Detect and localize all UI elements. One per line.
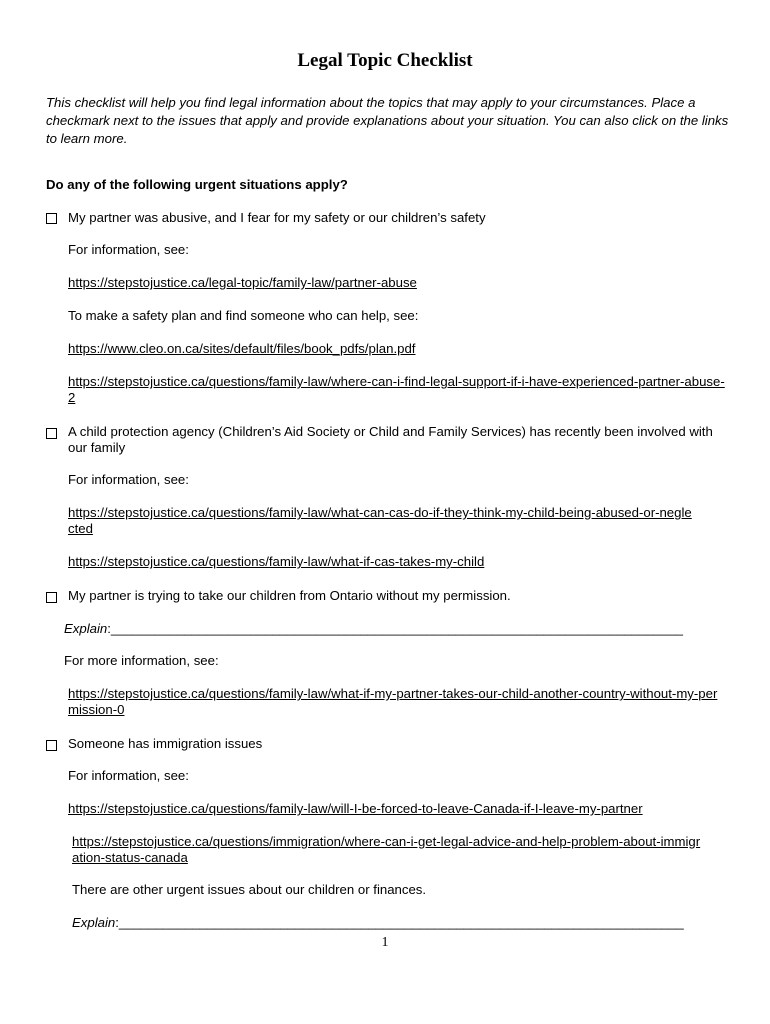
link-legal-support-abuse[interactable]: https://stepstojustice.ca/questions/family-law/where-can-i-find-legal-support-if-i-have-experienced-partner-abuse-2 (68, 374, 725, 405)
link-safety-plan-pdf[interactable]: https://www.cleo.on.ca/sites/default/files/book_pdfs/plan.pdf (68, 341, 416, 356)
page-title: Legal Topic Checklist (297, 50, 473, 71)
explain-label: Explain (64, 621, 108, 636)
item-label-partner-abuse: My partner was abusive, and I fear for my safety or our children’s safety (68, 210, 486, 225)
link-cas-takes-child[interactable]: https://stepstojustice.ca/questions/family-law/what-if-cas-takes-my-child (68, 554, 485, 569)
safety-plan-label: To make a safety plan and find someone who can help, see: (68, 308, 419, 323)
explain-blank[interactable]: :_____________________________________________________________________________ (115, 915, 684, 930)
item-label-child-protection: A child protection agency (Children’s Aid Society or Child and Family Services) has recently been involved with our family (68, 424, 713, 455)
link-partner-abuse[interactable]: https://stepstojustice.ca/legal-topic/family-law/partner-abuse (68, 275, 417, 290)
checkbox-child-abduction[interactable] (46, 592, 57, 603)
other-urgent-text: There are other urgent issues about our children or finances. (72, 882, 427, 897)
link-child-another-country[interactable]: https://stepstojustice.ca/questions/family-law/what-if-my-partner-takes-our-child-another-country-without-my-permission-0 (68, 686, 718, 717)
checkbox-immigration[interactable] (46, 740, 57, 751)
link-cas-abuse[interactable]: https://stepstojustice.ca/questions/family-law/what-can-cas-do-if-they-think-my-child-being-abused-or-neglected (68, 505, 692, 536)
item-label-immigration: Someone has immigration issues (68, 736, 263, 751)
intro-paragraph: This checklist will help you find legal information about the topics that may apply to your circumstances. Place a checkmark next to the issues that apply and provide explanations about your situation. You can also click on the links to learn more. (46, 95, 729, 146)
section-heading: Do any of the following urgent situations apply? (46, 177, 348, 192)
explain-label: Explain (72, 915, 116, 930)
info-label: For information, see: (68, 472, 189, 487)
info-label: For information, see: (68, 768, 189, 783)
info-label: For more information, see: (64, 653, 219, 668)
explain-blank[interactable]: :______________________________________________________________________________ (107, 621, 684, 636)
info-label: For information, see: (68, 242, 189, 257)
link-immigration-status[interactable]: https://stepstojustice.ca/questions/immigration/where-can-i-get-legal-advice-and-help-problem-about-immigration-status-canada (72, 834, 701, 865)
checkbox-partner-abuse[interactable] (46, 213, 57, 224)
item-label-child-abduction: My partner is trying to take our children from Ontario without my permission. (68, 588, 511, 603)
page-number: 1 (381, 935, 389, 950)
link-forced-to-leave-canada[interactable]: https://stepstojustice.ca/questions/family-law/will-I-be-forced-to-leave-Canada-if-I-leave-my-partner (68, 801, 643, 816)
other-explain-field[interactable] (72, 915, 684, 931)
explain-field[interactable] (64, 621, 683, 637)
checkbox-child-protection[interactable] (46, 428, 57, 439)
